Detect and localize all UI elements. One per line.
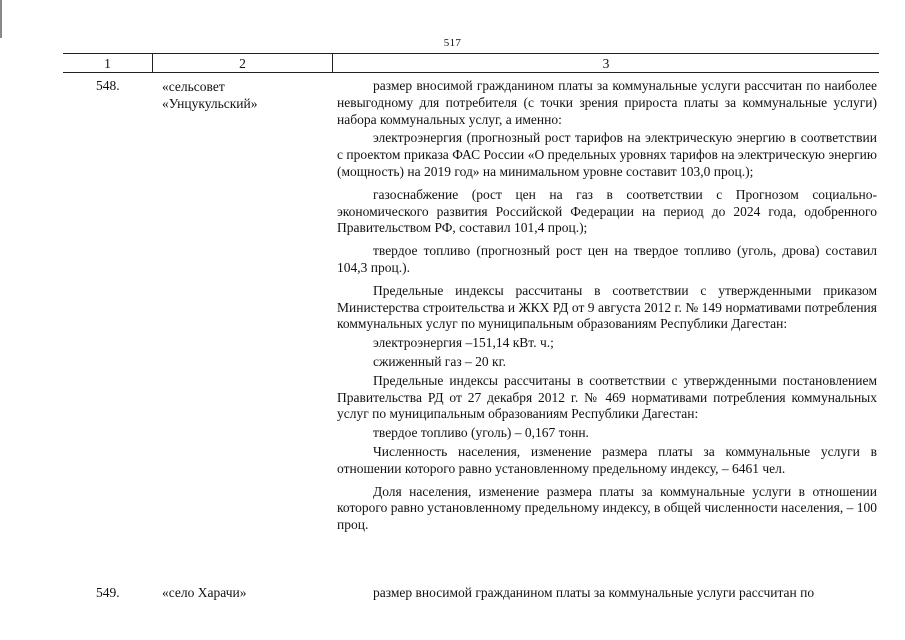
paragraph-electricity-norm: электроэнергия –151,14 кВт. ч.;: [373, 335, 554, 351]
paragraph-population-share: Доля населения, изменение размера платы за коммунальные услуги в отношении которого равно установленному предельному индексу, в общей численности населения, – 100 проц.: [337, 483, 877, 533]
column-header-1: 1: [104, 56, 111, 71]
row-description: [337, 78, 877, 534]
row-description-start: размер вносимой гражданином платы за коммунальные услуги рассчитан по: [373, 585, 815, 600]
municipality-name-line: «Унцукульский»: [162, 96, 258, 111]
row-number: 548.: [96, 78, 120, 93]
municipality-name-line: «сельсовет: [162, 79, 225, 94]
paragraph-electricity: электроэнергия (прогнозный рост тарифов на электрическую энергию в соответствии с проектом приказа ФАС России «О предельных уровнях тарифов на электрическую энергию (мощность) на 2019 год» на минимальном уровне составит 103,0 проц.);: [337, 130, 877, 179]
page-number: 517: [443, 37, 462, 49]
paragraph-gas: газоснабжение (рост цен на газ в соответствии с Прогнозом социально-экономического развития Российской Федерации на период до 2024 года, одобренного Правительством РФ, составил 101,4 проц.);: [337, 186, 877, 236]
column-header-3: 3: [602, 56, 610, 71]
municipality-name: «село Харачи»: [162, 585, 247, 600]
municipality-name: [162, 78, 258, 112]
row-number: 549.: [96, 585, 120, 600]
paragraph-solid-fuel: твердое топливо (прогнозный рост цен на твердое топливо (уголь, дрова) составил 104,3 проц.).: [337, 243, 877, 275]
table-top-border: [63, 53, 879, 54]
column-header-2: 2: [239, 56, 246, 71]
header-bottom-border: [63, 72, 879, 73]
paragraph-population: Численность населения, изменение размера платы за коммунальные услуги в отношении которого равно установленному предельному индексу, – 6461 чел.: [337, 443, 877, 476]
scan-edge-mark: [0, 0, 2, 38]
paragraph-indices-1: Предельные индексы рассчитаны в соответствии с утвержденными приказом Министерства строительства и ЖКХ РД от 9 августа 2012 г. № 149 нормативами потребления коммунальных услуг по муниципальным образованиям Республики Дагестан:: [337, 282, 877, 332]
paragraph-coal-norm: твердое топливо (уголь) – 0,167 тонн.: [373, 425, 589, 441]
paragraph-gas-norm: сжиженный газ – 20 кг.: [373, 353, 506, 369]
paragraph-intro: размер вносимой гражданином платы за коммунальные услуги рассчитан по наиболее невыгодному для потребителя (с точки зрения прироста платы за коммунальные услуги) набора коммунальных услуг, а именно:: [337, 78, 877, 127]
paragraph-indices-2: Предельные индексы рассчитаны в соответствии с утвержденными постановлением Правительства РД от 27 декабря 2012 г. № 469 нормативами потребления коммунальных услуг по муниципальным образованиям Республики Дагестан:: [337, 372, 877, 422]
